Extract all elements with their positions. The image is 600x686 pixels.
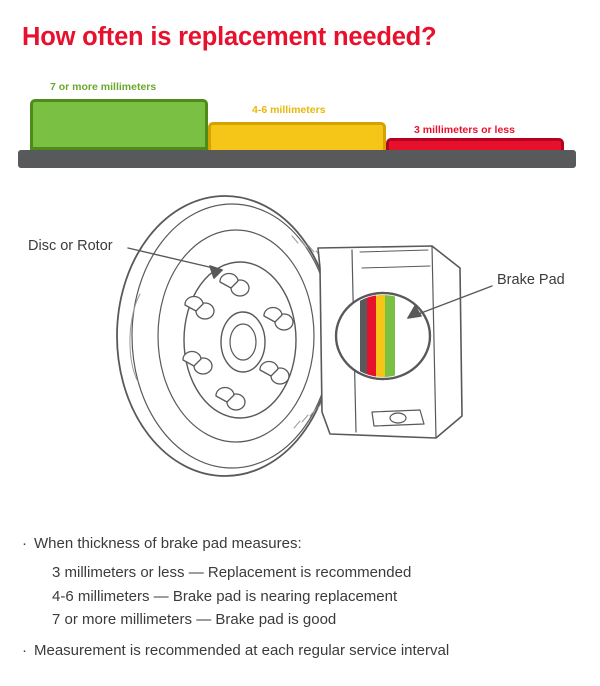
brake-assembly-illustration: [0, 176, 600, 506]
bullet-icon-2: ·: [22, 642, 27, 659]
bar-label-red: 3 millimeters or less: [414, 124, 515, 136]
bullet-icon: ·: [22, 535, 27, 552]
bar-red: [386, 138, 564, 150]
bar-green: [30, 99, 208, 150]
note-item-1-text: When thickness of brake pad measures:: [34, 535, 302, 552]
note-item-2: [22, 639, 582, 662]
sub-item-4-6mm: 4-6 millimeters — Brake pad is nearing replacement: [52, 587, 398, 605]
bar-yellow: [208, 122, 386, 150]
note-item-1: [22, 532, 582, 555]
sub-item-7mm: 7 or more millimeters — Brake pad is good: [52, 610, 337, 628]
note-item-2-text: Measurement is recommended at each regular service interval: [34, 642, 450, 659]
callout-disc-or-rotor: Disc or Rotor: [28, 238, 113, 254]
notes-list: [22, 532, 582, 662]
callout-brake-pad: Brake Pad: [497, 272, 565, 288]
rotor-bar: [18, 150, 576, 168]
page-title: How often is replacement needed?: [22, 23, 437, 52]
pad-thickness-chart: [0, 78, 600, 173]
sub-item-3mm: 3 millimeters or less — Replacement is recommended: [52, 564, 412, 582]
bar-label-yellow: 4-6 millimeters: [252, 104, 326, 116]
note-sub-list: [52, 561, 582, 631]
brake-assembly-svg: [0, 176, 600, 506]
bar-label-green: 7 or more millimeters: [50, 81, 157, 93]
